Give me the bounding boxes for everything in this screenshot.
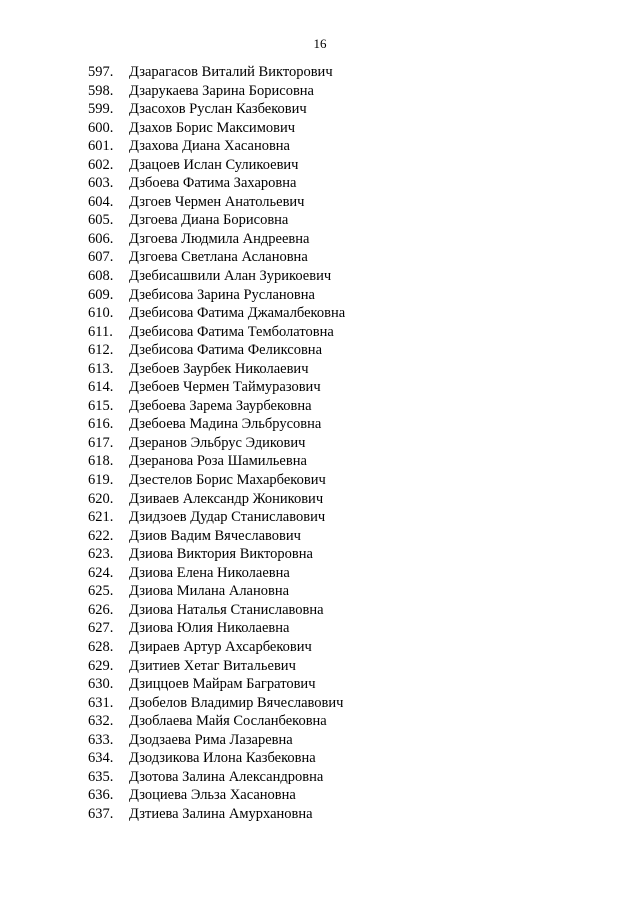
list-item [0, 63, 640, 82]
entry-number: 598. [88, 82, 114, 99]
list-item [0, 675, 640, 694]
list-item [0, 545, 640, 564]
list-item [0, 434, 640, 453]
entry-number: 630. [88, 676, 114, 693]
entry-number: 634. [88, 750, 114, 767]
entry-name: Дзебисашвили Алан Зурикоевич [129, 268, 332, 285]
list-item [0, 248, 640, 267]
entry-name: Дзгоева Диана Борисовна [129, 212, 289, 229]
entry-number: 633. [88, 731, 114, 748]
list-item [0, 360, 640, 379]
list-item [0, 638, 640, 657]
list-item [0, 749, 640, 768]
list-item [0, 768, 640, 787]
entry-name: Дзиваев Александр Жоникович [129, 490, 324, 507]
entry-name: Дзтиева Залина Амурхановна [129, 805, 313, 822]
entry-name: Дзебоева Зарема Заурбековна [129, 397, 312, 414]
list-item [0, 193, 640, 212]
entry-number: 619. [88, 472, 114, 489]
list-item [0, 564, 640, 583]
list-item [0, 582, 640, 601]
entry-name: Дзиов Вадим Вячеславович [129, 527, 301, 544]
entry-name: Дзидзоев Дудар Станиславович [129, 509, 326, 526]
entry-name: Дзиова Наталья Станиславовна [129, 601, 324, 618]
entry-number: 618. [88, 453, 114, 470]
entry-name: Дзахова Диана Хасановна [129, 138, 290, 155]
entry-name: Дзебисова Зарина Руслановна [129, 286, 315, 303]
entry-name: Дзебоев Заурбек Николаевич [129, 360, 309, 377]
list-item [0, 601, 640, 620]
entry-name: Дзоблаева Майя Сосланбековна [129, 713, 327, 730]
entry-number: 615. [88, 397, 114, 414]
entry-name: Дзитиев Хетаг Витальевич [129, 657, 296, 674]
entry-name: Дзгоева Светлана Аслановна [129, 249, 308, 266]
entry-name: Дзасохов Руслан Казбекович [129, 101, 307, 118]
entry-number: 620. [88, 490, 114, 507]
entry-number: 635. [88, 768, 114, 785]
entry-number: 628. [88, 638, 114, 655]
list-item [0, 471, 640, 490]
entry-name: Дзацоев Ислан Суликоевич [129, 156, 299, 173]
entry-name: Дзиова Юлия Николаевна [129, 620, 290, 637]
entry-name: Дзодзаева Рима Лазаревна [129, 731, 293, 748]
list-item [0, 230, 640, 249]
entry-number: 604. [88, 193, 114, 210]
entry-number: 609. [88, 286, 114, 303]
list-item [0, 619, 640, 638]
entry-number: 637. [88, 805, 114, 822]
list-item [0, 286, 640, 305]
entry-number: 616. [88, 416, 114, 433]
list-item [0, 508, 640, 527]
entry-number: 600. [88, 119, 114, 136]
entry-number: 627. [88, 620, 114, 637]
list-item [0, 490, 640, 509]
list-item [0, 211, 640, 230]
list-item [0, 174, 640, 193]
entry-number: 622. [88, 527, 114, 544]
list-item [0, 100, 640, 119]
entry-number: 614. [88, 379, 114, 396]
entry-number: 613. [88, 360, 114, 377]
entry-name: Дзебисова Фатима Феликсовна [129, 342, 323, 359]
entry-name: Дзотова Залина Александровна [129, 768, 324, 785]
entry-name: Дзодзикова Илона Казбековна [129, 750, 316, 767]
entry-number: 607. [88, 249, 114, 266]
entry-number: 621. [88, 509, 114, 526]
list-item [0, 137, 640, 156]
entry-number: 632. [88, 713, 114, 730]
entry-name: Дзеранов Эльбрус Эдикович [129, 434, 306, 451]
entry-name: Дзираев Артур Ахсарбекович [129, 638, 312, 655]
entry-number: 624. [88, 564, 114, 581]
entry-number: 629. [88, 657, 114, 674]
list-item [0, 694, 640, 713]
list-item [0, 731, 640, 750]
entry-number: 626. [88, 601, 114, 618]
list-item [0, 378, 640, 397]
entry-name: Дзгоев Чермен Анатольевич [129, 193, 305, 210]
entry-name: Дзебисова Фатима Джамалбековна [129, 305, 346, 322]
list-item [0, 323, 640, 342]
list-item [0, 267, 640, 286]
entry-number: 625. [88, 583, 114, 600]
entry-name: Дзиова Милана Алановна [129, 583, 290, 600]
entry-name: Дзоциева Эльза Хасановна [129, 787, 296, 804]
entry-number: 608. [88, 268, 114, 285]
entry-name: Дзиова Елена Николаевна [129, 564, 290, 581]
entry-number: 623. [88, 546, 114, 563]
list-item [0, 341, 640, 360]
list-item [0, 156, 640, 175]
entry-name: Дзарагасов Виталий Викторович [129, 64, 333, 80]
entry-name: Дзеранова Роза Шамильевна [129, 453, 307, 470]
entry-number: 599. [88, 101, 114, 118]
entry-name: Дзебоев Чермен Таймуразович [129, 379, 321, 396]
list-item [0, 452, 640, 471]
list-item [0, 397, 640, 416]
entry-name: Дзарукаева Зарина Борисовна [129, 82, 314, 99]
entry-name: Дзбоева Фатима Захаровна [129, 175, 297, 192]
list-item [0, 786, 640, 805]
list-item [0, 415, 640, 434]
list-item [0, 657, 640, 676]
entry-number: 597. [88, 64, 114, 80]
entry-number: 610. [88, 305, 114, 322]
entry-name: Дзиццоев Майрам Багратович [129, 676, 316, 693]
name-list [0, 63, 640, 823]
entry-name: Дзобелов Владимир Вячеславович [129, 694, 344, 711]
entry-name: Дзестелов Борис Махарбекович [129, 472, 326, 489]
entry-number: 605. [88, 212, 114, 229]
list-item [0, 119, 640, 138]
list-item [0, 527, 640, 546]
entry-name: Дзахов Борис Максимович [129, 119, 296, 136]
entry-number: 612. [88, 342, 114, 359]
entry-name: Дзебоева Мадина Эльбрусовна [129, 416, 322, 433]
list-item [0, 304, 640, 323]
entry-number: 611. [88, 323, 113, 340]
entry-number: 606. [88, 230, 114, 247]
page-number: 16 [313, 36, 327, 51]
entry-number: 601. [88, 138, 114, 155]
entry-number: 603. [88, 175, 114, 192]
entry-number: 602. [88, 156, 114, 173]
list-item [0, 712, 640, 731]
entry-name: Дзгоева Людмила Андреевна [129, 230, 310, 247]
entry-number: 617. [88, 434, 114, 451]
list-item [0, 82, 640, 101]
entry-name: Дзиова Виктория Викторовна [129, 546, 313, 563]
entry-number: 636. [88, 787, 114, 804]
list-item [0, 805, 640, 824]
entry-number: 631. [88, 694, 114, 711]
entry-name: Дзебисова Фатима Темболатовна [129, 323, 334, 340]
